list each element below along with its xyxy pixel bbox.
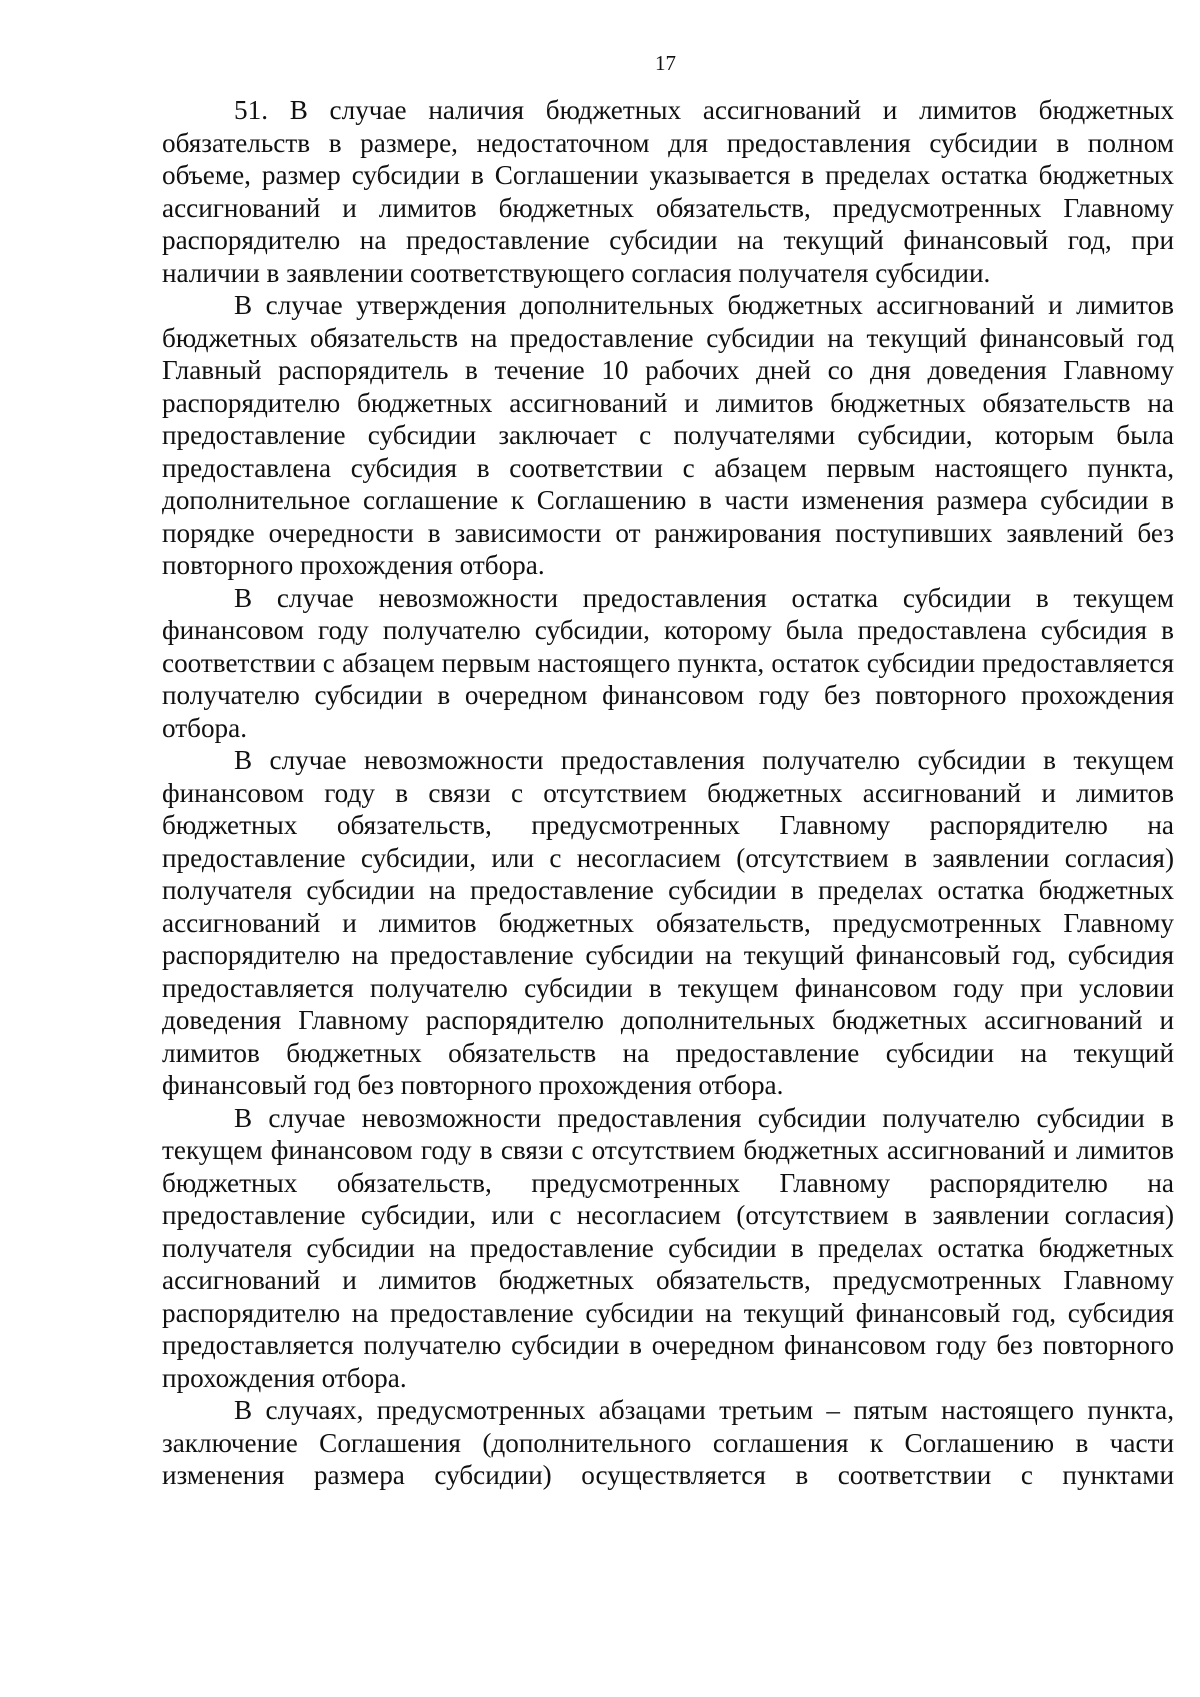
paragraph-51: 51. В случае наличия бюджетных ассигнований и лимитов бюджетных обязательств в размере, недостаточном для предоставления субсидии в полном объеме, размер субсидии в Соглашении указывается в пределах остатка бюджетных ассигнований и лимитов бюджетных обязательств, предусмотренных Главному распорядителю на предоставление субсидии на текущий финансовый год, при наличии в заявлении соответствующего согласия получателя субсидии. [162, 95, 1174, 288]
document-body [162, 94, 1174, 1492]
page-number: 17 [655, 51, 676, 75]
paragraph-next-year-subsidy: В случае невозможности предоставления субсидии получателю субсидии в текущем финансовом году в связи с отсутствием бюджетных ассигнований и лимитов бюджетных обязательств, предусмотренных Главному распорядителю на предоставление субсидии, или с несогласием (отсутствием в заявлении согласия) получателя субсидии на предоставление субсидии в пределах остатка бюджетных ассигнований и лимитов бюджетных обязательств, предусмотренных Главному распорядителю на предоставление субсидии на текущий финансовый год, субсидия предоставляется получателю субсидии в очередном финансовом году без повторного прохождения отбора. [162, 1102, 1174, 1393]
paragraph-agreement-conclusion: В случаях, предусмотренных абзацами третьим – пятым настоящего пункта, заключение Соглашения (дополнительного соглашения к Соглашению в части изменения размера субсидии) осуществляется в соответствии с пунктами [162, 1395, 1174, 1490]
paragraph-additional-allocations: В случае утверждения дополнительных бюджетных ассигнований и лимитов бюджетных обязательств на предоставление субсидии на текущий финансовый год Главный распорядитель в течение 10 рабочих дней со дня доведения Главному распорядителю бюджетных ассигнований и лимитов бюджетных обязательств на предоставление субсидии заключает с получателями субсидии, которым была предоставлена субсидия в соответствии с абзацем первым настоящего пункта, дополнительное соглашение к Соглашению в части изменения размера субсидии в порядке очередности в зависимости от ранжирования поступивших заявлений без повторного прохождения отбора. [162, 290, 1174, 580]
paragraph-current-year-subsidy: В случае невозможности предоставления получателю субсидии в текущем финансовом году в связи с отсутствием бюджетных ассигнований и лимитов бюджетных обязательств, предусмотренных Главному распорядителю на предоставление субсидии, или с несогласием (отсутствием в заявлении согласия) получателя субсидии на предоставление субсидии в пределах остатка бюджетных ассигнований и лимитов бюджетных обязательств, предусмотренных Главному распорядителю на предоставление субсидии на текущий финансовый год, субсидия предоставляется получателю субсидии в текущем финансовом году при условии доведения Главному распорядителю дополнительных бюджетных ассигнований и лимитов бюджетных обязательств на предоставление субсидии на текущий финансовый год без повторного прохождения отбора. [162, 745, 1174, 1100]
paragraph-remaining-subsidy: В случае невозможности предоставления остатка субсидии в текущем финансовом году получателю субсидии, которому была предоставлена субсидия в соответствии с абзацем первым настоящего пункта, остаток субсидии предоставляется получателю субсидии в очередном финансовом году без повторного прохождения отбора. [162, 582, 1174, 743]
